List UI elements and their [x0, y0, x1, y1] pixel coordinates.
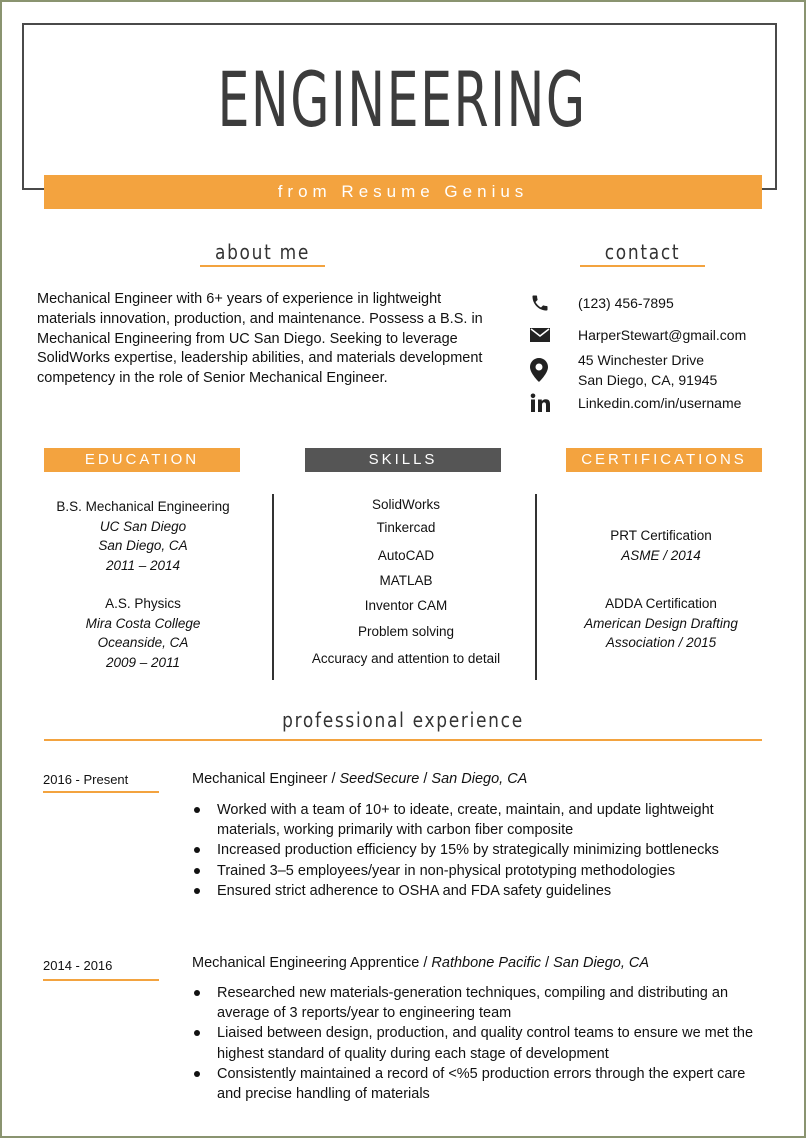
about-text: Mechanical Engineer with 6+ years of experience in lightweight materials innovation, production, and maintenance. Possess a B.S. in Mechanical Engineering from UC San Diego. Seeking to leverage SolidWorks expertise, leadership abilities, and materials development competency in the role of Senior Mechanical Engineer. [37, 291, 483, 387]
contact-heading: contact [604, 240, 681, 264]
job-title: Mechanical Engineering Apprentice / Rathbone Pacific / San Diego, CA [192, 955, 650, 971]
contact-email-row [530, 324, 746, 346]
certification-issuer-line1: American Design Drafting [584, 615, 738, 631]
contact-address-line1: 45 Winchester Drive [578, 352, 705, 368]
certification-item-1 [562, 526, 760, 565]
job-dates: 2014 - 2016 [43, 958, 113, 973]
education-degree: A.S. Physics [105, 596, 181, 611]
job-location: San Diego, CA [431, 771, 528, 787]
resume-title: ENGINEERING [217, 55, 587, 144]
certification-issuer-line2: Association / 2015 [605, 635, 717, 650]
education-heading: EDUCATION [44, 448, 240, 472]
contact-linkedin-row [530, 392, 741, 414]
job-bullet: Researched new materials-generation techniques, compiling and distributing an average of 3 reports/year to engineering team [192, 983, 772, 1023]
skills-heading: SKILLS [305, 448, 501, 472]
job-bullet: Ensured strict adherence to OSHA and FDA safety guidelines [192, 881, 772, 901]
job-bullets [192, 800, 772, 901]
education-school: UC San Diego [99, 518, 187, 534]
job-bullets [192, 983, 772, 1104]
experience-heading: professional experience [282, 708, 524, 732]
certification-name: ADDA Certification [605, 596, 717, 611]
column-divider-right [535, 494, 537, 680]
job-dates-underline [43, 791, 159, 793]
education-item-2 [44, 594, 242, 672]
education-item-1 [44, 497, 242, 575]
job-bullet: Liaised between design, production, and quality control teams to ensure we met the highest standard of quality during each stage of development [192, 1023, 772, 1063]
job-location: San Diego, CA [553, 955, 650, 971]
about-heading: about me [214, 240, 311, 264]
certifications-heading: CERTIFICATIONS [566, 448, 762, 472]
about-underline [200, 265, 325, 267]
job-bullet: Worked with a team of 10+ to ideate, create, maintain, and update lightweight materials, working primarily with carbon fiber composite [192, 800, 772, 840]
column-divider-left [272, 494, 274, 680]
job-role: Mechanical Engineer [192, 771, 328, 787]
job-bullet: Trained 3–5 employees/year in non-physical prototyping methodologies [192, 861, 772, 881]
contact-address-row [530, 350, 717, 390]
job-company: SeedSecure [339, 771, 420, 787]
skill-item: Tinkercad [376, 520, 436, 535]
job-title: Mechanical Engineer / SeedSecure / San Diego, CA [192, 771, 528, 787]
phone-icon [530, 292, 558, 314]
skill-item: Accuracy and attention to detail [311, 651, 501, 666]
skill-item: AutoCAD [377, 548, 435, 563]
education-degree: B.S. Mechanical Engineering [56, 499, 230, 514]
education-years: 2011 – 2014 [105, 557, 181, 573]
certification-issuer: ASME / 2014 [621, 547, 701, 563]
skill-item: Inventor CAM [364, 598, 448, 613]
job-dates: 2016 - Present [43, 772, 129, 787]
education-location: San Diego, CA [98, 538, 188, 553]
linkedin-icon [530, 392, 558, 414]
education-location: Oceanside, CA [97, 635, 189, 650]
job-company: Rathbone Pacific [431, 955, 542, 971]
certification-name: PRT Certification [610, 528, 712, 543]
job-bullet: Increased production efficiency by 15% by strategically minimizing bottlenecks [192, 840, 772, 860]
job-bullet: Consistently maintained a record of <%5 production errors through the expert care and precise handling of materials [192, 1064, 772, 1104]
education-years: 2009 – 2011 [105, 654, 181, 670]
job-role: Mechanical Engineering Apprentice [192, 955, 420, 971]
contact-linkedin[interactable]: Linkedin.com/in/username [578, 395, 742, 411]
contact-address-line2: San Diego, CA, 91945 [578, 372, 718, 388]
skill-item: MATLAB [379, 573, 433, 588]
education-school: Mira Costa College [85, 615, 201, 631]
contact-underline [580, 265, 705, 267]
skill-item: SolidWorks [371, 497, 441, 512]
job-dates-underline [43, 979, 159, 981]
contact-phone-row [530, 292, 674, 314]
certification-item-2 [562, 594, 760, 653]
envelope-icon [530, 324, 558, 346]
skill-item: Problem solving [357, 624, 455, 639]
location-pin-icon [530, 350, 558, 390]
contact-phone: (123) 456-7895 [578, 295, 674, 311]
contact-address [578, 350, 717, 390]
contact-email[interactable]: HarperStewart@gmail.com [578, 327, 747, 343]
subtitle-bar: from Resume Genius [44, 175, 762, 209]
experience-underline [44, 739, 762, 741]
